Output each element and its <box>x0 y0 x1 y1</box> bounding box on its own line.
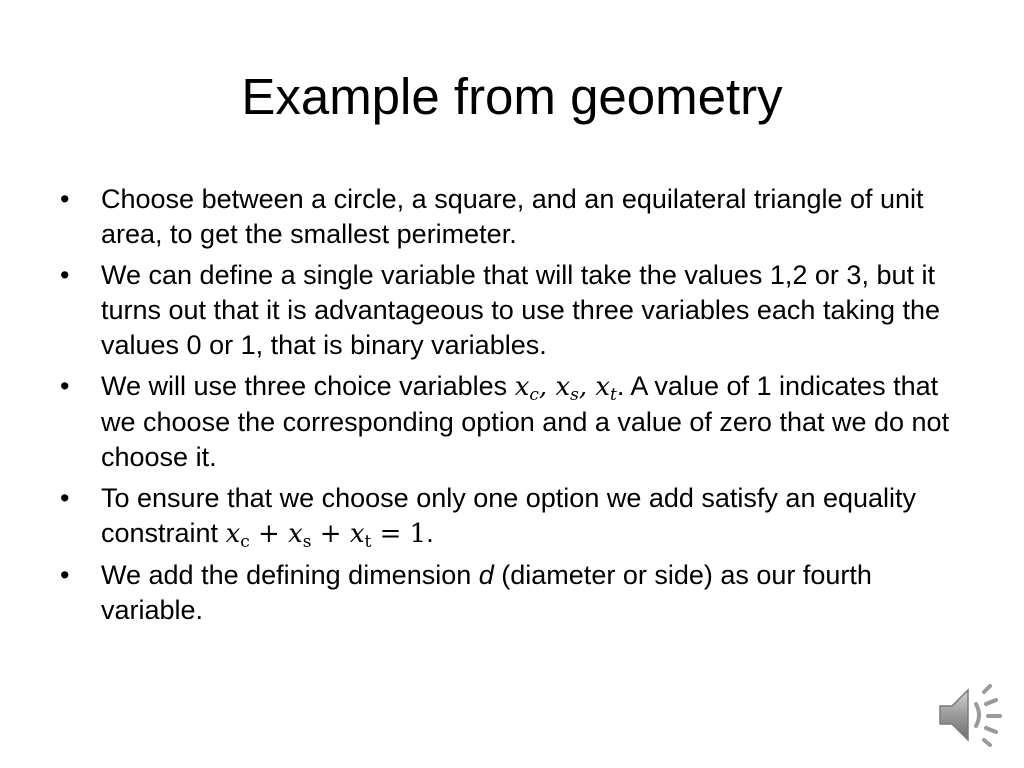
math-var: x <box>288 519 303 549</box>
math-var: x <box>595 372 611 402</box>
bullet-item <box>58 369 968 475</box>
bullet-item <box>58 481 968 552</box>
bullet-text: . <box>426 518 434 548</box>
bullet-text: We add the defining dimension <box>101 560 479 590</box>
bullet-text: We will use three choice variables <box>101 371 515 401</box>
math-comma: , <box>538 372 556 402</box>
math-subscript: t <box>364 532 372 552</box>
bullet-item <box>58 182 968 252</box>
bullet-text: (diameter or side) as our fourth variable. <box>101 560 872 625</box>
math-subscript: c <box>240 532 250 552</box>
math-one: 1 <box>409 519 427 549</box>
speaker-sound-icon[interactable] <box>936 682 1004 748</box>
dimension-variable: d <box>478 560 494 590</box>
bullet-list <box>58 182 968 634</box>
math-subscript: s <box>570 385 579 405</box>
slide-title: Example from geometry <box>241 68 783 125</box>
bullet-text: To ensure that we choose only one option we add satisfy an equality constraint <box>101 483 917 548</box>
bullet-item <box>58 558 968 628</box>
equality-constraint-math <box>225 519 427 552</box>
math-var: x <box>225 519 241 549</box>
bullet-text: . A value of 1 indicates that we choose the corresponding option and a value of zero that we do not choose it. <box>101 371 950 472</box>
math-var: x <box>555 372 571 402</box>
math-subscript: c <box>529 385 539 405</box>
math-plus: + <box>249 519 289 549</box>
bullet-item <box>58 258 968 363</box>
math-plus: + <box>311 519 350 549</box>
math-subscript: t <box>610 385 617 405</box>
math-equals: = <box>371 519 410 549</box>
math-var: x <box>349 519 365 549</box>
math-var: x <box>514 372 530 402</box>
math-subscript: s <box>302 532 312 552</box>
bullet-text: Choose between a circle, a square, and an equilateral triangle of unit area, to get the smallest perimeter. <box>101 184 924 249</box>
choice-variables-math <box>514 372 617 405</box>
math-comma: , <box>578 372 596 402</box>
bullet-text: We can define a single variable that will take the values 1,2 or 3, but it turns out that it is advantageous to use three variables each taking the values 0 or 1, that is binary variables. <box>101 260 941 360</box>
